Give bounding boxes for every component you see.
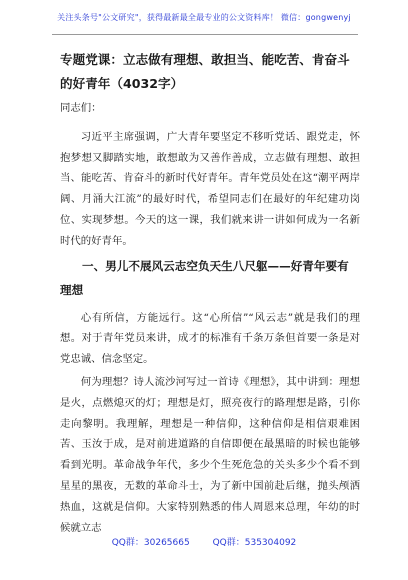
section-heading: 一、男儿不展风云志空负天生八尺躯——好青年要有理想	[60, 258, 349, 297]
header-banner: 关注头条号"公文研究"，获得最新最全最专业的公文资料库！ 微信：gongwenyj	[57, 13, 351, 22]
paragraph-intro: 习近平主席强调，广大青年要坚定不移听党话、跟党走，怀抱梦想又脚踏实地，敢想敢为又善作善成，立志做有理想、敢担当、能吃苦、肯奋斗的新时代好青年。青年党员处在这“潮平两岸阔、月涌大江流”的最好时代，希望同志们在最好的年纪建功岗位、实现梦想。今天的这一课，我们就来讲一讲如何成为一名新时代的好青年。	[60, 130, 360, 247]
header-divider	[52, 34, 358, 35]
greeting: 同志们：	[60, 102, 102, 114]
paragraph-section-1: 心有所信，方能远行。这“心所信”“风云志”就是我们的理想。对于青年党员来讲，成才的标准有千条万条但首要一条是对党忠诚、信念坚定。	[60, 311, 360, 366]
paragraph-section-2: 何为理想？诗人流沙河写过一首诗《理想》，其中讲到：理想是火，点燃熄灭的灯；理想是灯，照亮夜行的路理想是路，引你走向黎明。我理解，理想是一种信仰，这种信仰是相信艰难困苦、玉汝于成，是对前进道路的自信即便在最黑暗的时候也能够看到光明。革命战争年代，多少个生死危急的关头多少个看不到星星的黑夜，无数的革命斗士，为了新中国前赴后继，抛头颅洒热血，这就是信仰。大家特别熟悉的伟人周恩来总理，年幼的时候就立志	[60, 375, 360, 534]
footer-qq-group-1: QQ群：30265665	[111, 538, 190, 548]
footer-qq-group-2: QQ群：535304092	[212, 538, 297, 548]
document-title: 专题党课：立志做有理想、敢担当、能吃苦、肯奋斗的好青年（4032字）	[60, 52, 350, 91]
document-body	[60, 48, 360, 540]
footer	[0, 535, 408, 548]
